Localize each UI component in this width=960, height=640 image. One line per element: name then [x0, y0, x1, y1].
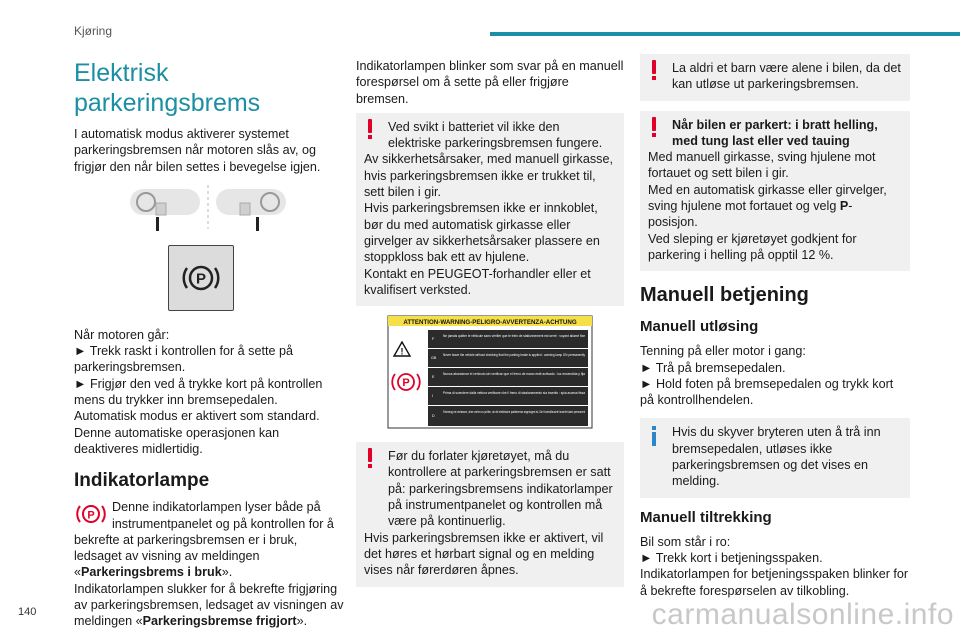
info-text: Hvis du skyver bryteren uten å trå inn bremsepedalen, utløses ikke parkeringsbremsen og det vises en melding.: [672, 425, 881, 489]
indicator-paragraph: [74, 499, 344, 629]
warn4-auto-p: P: [839, 199, 849, 214]
warning-label-sticker: [388, 316, 592, 428]
label-code-d: D: [432, 414, 435, 419]
label-text-d: Fahrzeug nie verlassen, ohne vorher zu prüfen, ob die elektrische parkbremse angezogen ist. Die Kontrollleuchte leuchtet dann permanent: [443, 410, 585, 415]
svg-text:P: P: [195, 270, 207, 288]
header-section-title: Kjøring: [74, 24, 113, 38]
page-title: Elektrisk parkeringsbrems: [74, 59, 261, 117]
warning-exclamation-icon: [650, 117, 658, 137]
indicator-message-off: Parkeringsbremse frigjort: [142, 614, 297, 629]
info-note: [640, 418, 910, 497]
tighten-line-1: Bil som står i ro:: [640, 534, 731, 549]
parking-brake-icon: [168, 245, 234, 311]
tighten-line-3: Indikatorlampen for betjeningsspaken blinker for å bekrefte forespørselen av tilkobling.: [640, 567, 909, 598]
warn1-line-3: Hvis parkeringsbremsen ikke er innkoblet, bør du med automatisk girkasse eller girvelger av sikkerhetsårsaker plassere en stoppkloss bak ett av hjulene.: [364, 201, 600, 265]
running-line-2: ► Trekk raskt i kontrollen for å sette på parkeringsbremsen.: [74, 344, 293, 375]
running-line-3: ► Frigjør den ved å trykke kort på kontrollen mens du trykker inn bremsepedalen.: [74, 376, 323, 408]
release-line-1: Tenning på eller motor i gang:: [640, 344, 806, 359]
warn3-text: La aldri et barn være alene i bilen, da det kan utløse ut parkeringsbremsen.: [672, 61, 901, 92]
blink-paragraph: Indikatorlampen blinker som svar på en manuell forespørsel om å sette på eller frigjøre bremsen.: [356, 59, 624, 106]
label-text-i: Prima di scendere dalla vettura verificare che il freno di stazionamento sia inserito : spia accesa fissa: [443, 391, 586, 396]
indicator-text-1: Denne indikatorlampen lyser både på instrumentpanelet og på kontrollen for å bekrefte at parkeringsbremsen er i bruk, ledsaget av visning av meldingen «: [74, 500, 334, 580]
release-line-2: ► Trå på bremsepedalen.: [640, 360, 786, 375]
column-1: [74, 52, 344, 630]
warn4-auto-text-2: -posisjon.: [648, 199, 853, 230]
warn2-line-1: Før du forlater kjøretøyet, må du kontrollere at parkeringsbremsen er satt på: parkeringsbremsens indikatorlamper på instrumentpanelet og kontrollen må være på kontinuerlig.: [388, 449, 613, 529]
warning-note-leaving-vehicle: [356, 442, 624, 586]
label-code-i: I: [432, 394, 434, 399]
label-text-gb: Never leave the vehicle without checking that the parking brake is applied : warning lamp ON permanently: [443, 353, 586, 358]
tighten-heading: Manuell tiltrekking: [640, 508, 772, 526]
indicator-text-3: Indikatorlampen slukker for å bekrefte frigjøring av parkeringsbremsen, ledsaget av visningen av meldingen «: [74, 581, 344, 629]
info-icon: [650, 426, 658, 446]
warn4-towing: Ved sleping er kjøretøyet godkjent for parkering i helling på opptil 12 %.: [648, 231, 857, 262]
header-accent-bar: [490, 32, 960, 36]
warn1-line-4: Kontakt en PEUGEOT-forhandler eller et kvalifisert verksted.: [364, 266, 591, 297]
warning-exclamation-icon: [650, 60, 658, 80]
svg-text:P: P: [87, 509, 95, 522]
indicator-message-on: Parkeringsbrems i bruk: [81, 565, 222, 580]
intro-paragraph: I automatisk modus aktiverer systemet parkeringsbremsen når motoren slås av, og frigjør den når bilen settes i bevegelse igjen.: [74, 127, 321, 174]
svg-text:!: !: [400, 346, 404, 357]
warning-exclamation-icon: [366, 448, 374, 468]
watermark: carmanualsonline.info: [651, 598, 954, 631]
warning-note-parked: [640, 111, 910, 272]
parking-brake-warning-icon: [74, 499, 108, 529]
indicator-heading: Indikatorlampe: [74, 470, 210, 492]
column-3: [640, 52, 910, 599]
label-code-f: F: [432, 337, 435, 342]
indicator-text-2: ».: [221, 565, 233, 580]
steering-wheels-icon: [74, 179, 344, 235]
column-2: [356, 52, 624, 597]
running-line-4: Automatisk modus er aktivert som standard.: [74, 409, 320, 424]
warn1-line-2: Av sikkerhetsårsaker, med manuell girkasse, hvis parkeringsbremsen ikke er trukket til, sett bilen i gir.: [364, 152, 613, 200]
tighten-line-2: ► Trekk kort i betjeningsspaken.: [640, 550, 823, 565]
release-line-3: ► Hold foten på bremsepedalen og trykk kort på kontrollhendelen.: [640, 376, 894, 408]
warning-note-child: [640, 54, 910, 101]
manual-heading: Manuell betjening: [640, 284, 809, 307]
warning-exclamation-icon: [366, 119, 374, 139]
label-code-gb: GB: [431, 356, 437, 361]
release-heading: Manuell utløsing: [640, 318, 759, 336]
warn4-auto-text-1: Med en automatisk girkasse eller girvelger, sving hjulene mot fortauet og velg: [648, 182, 887, 214]
warn4-manual-gearbox: Med manuell girkasse, sving hjulene mot fortauet og sett bilen i gir.: [648, 150, 876, 181]
warn2-line-2: Hvis parkeringsbremsen ikke er aktivert, vil det høres et hørbart signal og en melding vises når førerdøren åpnes.: [364, 530, 604, 578]
warn4-heading: Når bilen er parkert: i bratt helling, med tung last eller ved tauing: [672, 117, 878, 148]
svg-text:P: P: [402, 377, 410, 390]
label-code-e: E: [432, 375, 435, 380]
label-title: ATTENTION-WARNING-PELIGRO-AVVERTENZA-ACHTUNG: [403, 319, 577, 327]
warn1-line-1: Ved svikt i batteriet vil ikke den elektriske parkeringsbremsen fungere.: [388, 119, 603, 151]
indicator-text-4: ».: [296, 614, 308, 629]
label-text-e: Nunca abandonar el vehículo sin verificar que el freno de mano esté activado : luz encendida y fija: [443, 372, 586, 377]
running-line-5: Denne automatiske operasjonen kan deaktiveres midlertidig.: [74, 425, 280, 456]
warning-note-battery: [356, 113, 624, 306]
label-text-f: Ne jamais quitter le véhicule sans vérifier que le frein de stationnement est serré : voyant allumé fixe: [443, 334, 585, 339]
running-line-1: Når motoren går:: [74, 327, 170, 342]
page-number: 140: [18, 606, 37, 618]
